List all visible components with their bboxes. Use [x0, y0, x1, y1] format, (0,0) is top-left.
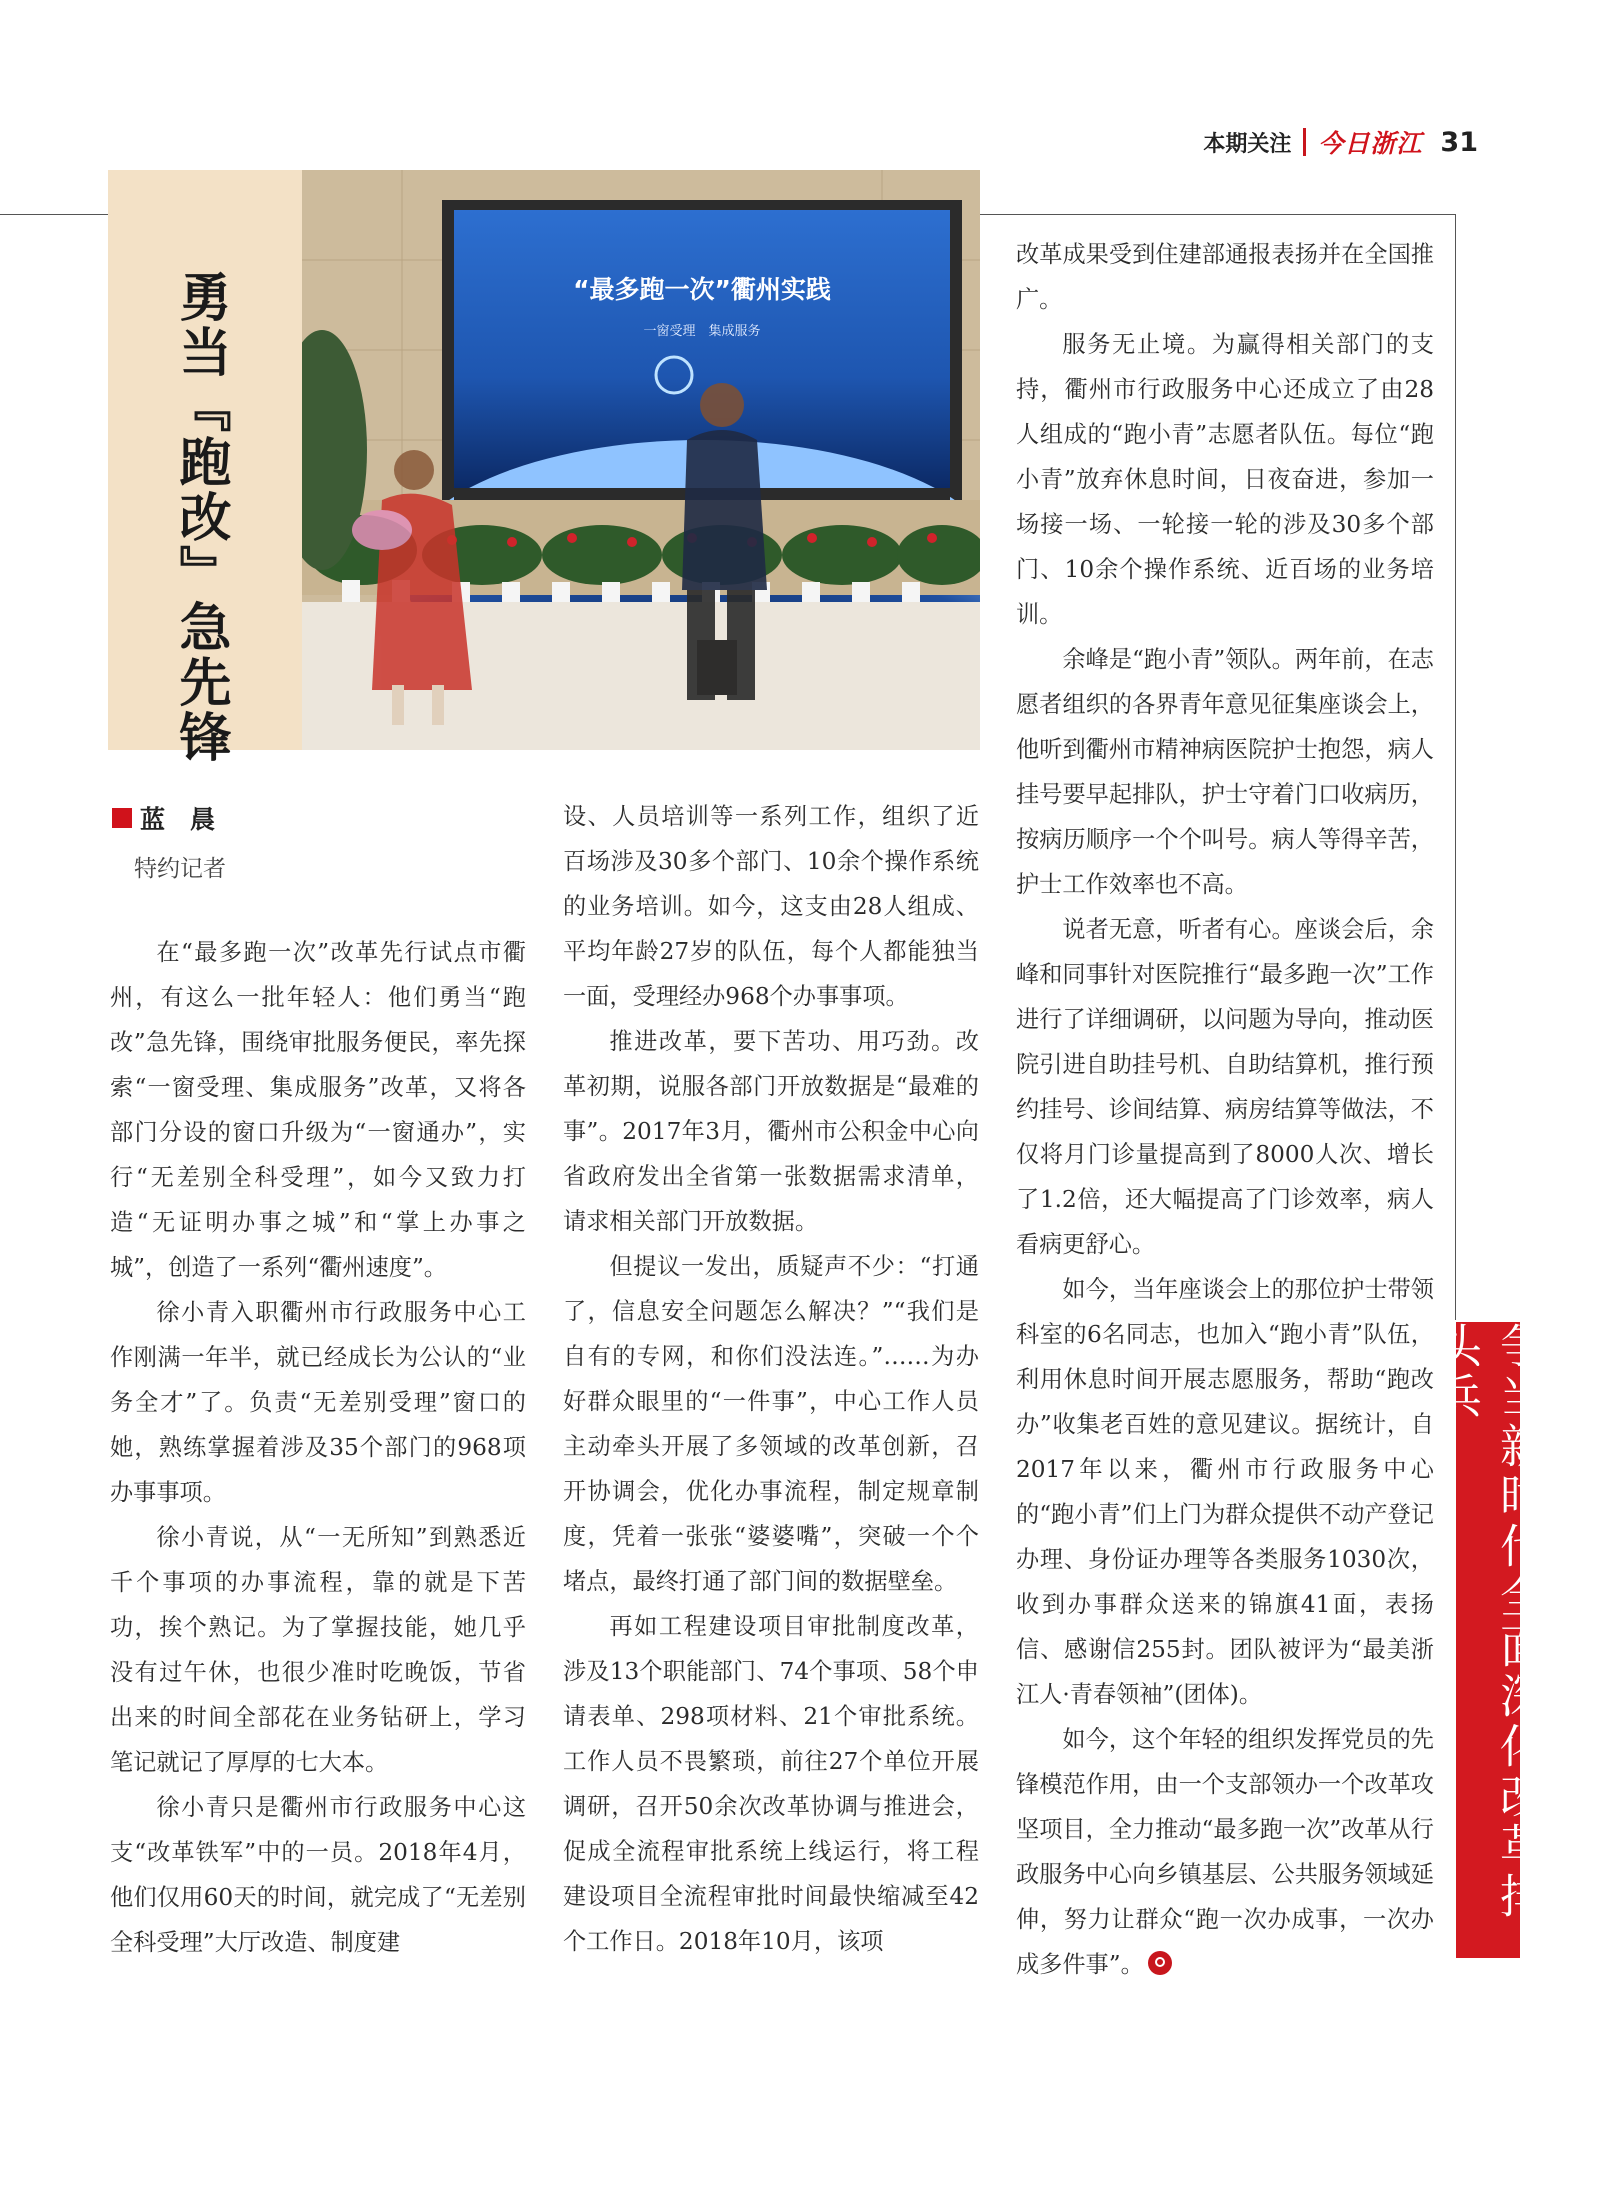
paragraph: 但提议一发出，质疑声不少：“打通了，信息安全问题怎么解决？”“我们是自有的专网，和你们没法连。”……为办好群众眼里的“一件事”，中心工作人员主动牵头开展了多领域的改革创新，召开协调会，优化办事流程，制定规章制度，凭着一张张“婆婆嘴”，突破一个个堵点，最终打通了部门间的数据壁垒。	[563, 1253, 979, 1595]
author-name	[112, 800, 226, 836]
page-header	[1203, 122, 1478, 162]
end-mark-icon	[1148, 1951, 1172, 1975]
frame-rule-right	[1455, 214, 1456, 1320]
paragraph: 余峰是“跑小青”领队。两年前，在志愿者组织的各界青年意见征集座谈会上，他听到衢州市精神病医院护士抱怨，病人挂号要早起排队，护士守着门口收病历，按病历顺序一个个叫号。病人等得辛苦，护士工作效率也不高。	[1016, 646, 1434, 898]
paragraph: 徐小青说，从“一无所知”到熟悉近千个事项的办事流程，靠的就是下苦功，挨个熟记。为了掌握技能，她几乎没有过午休，也很少准时吃晚饭，节省出来的时间全部花在业务钻研上，学习笔记就记了厚厚的七大本。	[110, 1524, 526, 1776]
screen-subtitle: 一窗受理 集成服务	[643, 324, 761, 339]
paragraph: 在“最多跑一次”改革先行试点市衢州，有这么一批年轻人：他们勇当“跑改”急先锋，围绕审批服务便民，率先探索“一窗受理、集成服务”改革，又将各部门分设的窗口升级为“一窗通办”，实行“无差别全科受理”，如今又致力打造“无证明办事之城”和“掌上办事之城”，创造了一系列“衢州速度”。	[110, 939, 526, 1281]
paragraph: 徐小青只是衢州市行政服务中心这支“改革铁军”中的一员。2018年4月，他们仅用60天的时间，就完成了“无差别全科受理”大厅改造、制度建	[110, 1794, 526, 1956]
paragraph: 服务无止境。为赢得相关部门的支持，衢州市行政服务中心还成立了由28人组成的“跑小青”志愿者队伍。每位“跑小青”放弃休息时间，日夜奋进，参加一场接一场、一轮接一轮的涉及30多个部门、10余个操作系统、近百场的业务培训。	[1016, 331, 1434, 628]
author-name-text: 蓝 晨	[140, 805, 216, 834]
header-divider	[1303, 128, 1306, 156]
article-title: 勇当『跑改』急先锋	[170, 270, 231, 765]
page-number: 31	[1440, 126, 1478, 158]
article-column-1	[110, 930, 526, 1965]
paragraph: 如今，这个年轻的组织发挥党员的先锋模范作用，由一个支部领办一个改革攻坚项目，全力推动“最多跑一次”改革从行政服务中心向乡镇基层、公共服务领域延伸，努力让群众“跑一次办成事，一次办成多件事”。	[1016, 1726, 1434, 1978]
byline-marker	[112, 808, 132, 828]
screen-title: “最多跑一次”衢州实践	[573, 275, 831, 304]
magazine-logo: 今日浙江	[1318, 129, 1423, 158]
photo-illustration	[302, 170, 980, 750]
paragraph: 推进改革，要下苦功、用巧劲。改革初期，说服各部门开放数据是“最难的事”。2017年3月，衢州市公积金中心向省政府发出全省第一张数据需求清单，请求相关部门开放数据。	[563, 1028, 979, 1235]
paragraph: 改革成果受到住建部通报表扬并在全国推广。	[1016, 241, 1434, 313]
article-column-3	[1016, 232, 1434, 1987]
author-role: 特约记者	[134, 856, 226, 882]
article-photo	[302, 170, 980, 750]
paragraph: 说者无意，听者有心。座谈会后，余峰和同事针对医院推行“最多跑一次”工作进行了详细调研，以问题为导向，推动医院引进自助挂号机、自助结算机，推行预约挂号、诊间结算、病房结算等做法，不仅将月门诊量提高到了8000人次、增长了1.2倍，还大幅提高了门诊效率，病人看病更舒心。	[1016, 916, 1434, 1258]
section-label: 本期关注	[1203, 131, 1292, 157]
paragraph: 如今，当年座谈会上的那位护士带领科室的6名同志，也加入“跑小青”队伍，利用休息时间开展志愿服务，帮助“跑改办”收集老百姓的意见建议。据统计，自2017年以来，衢州市行政服务中心的“跑小青”们上门为群众提供不动产登记办理、身份证办理等各类服务1030次，收到办事群众送来的锦旗41面，表扬信、感谢信255封。团队被评为“最美浙江人·青春领袖”(团体)。	[1016, 1276, 1434, 1708]
byline	[112, 800, 226, 883]
paragraph: 再如工程建设项目审批制度改革，涉及13个职能部门、74个事项、58个申请表单、298项材料、21个审批系统。工作人员不畏繁琐，前往27个单位开展调研，召开50余次改革协调与推进会，促成全流程审批系统上线运行，将工程建设项目全流程审批时间最快缩减至42个工作日。2018年10月，该项	[563, 1613, 979, 1955]
side-banner	[1429, 1322, 1547, 1958]
article-column-2	[563, 794, 979, 1964]
paragraph: 设、人员培训等一系列工作，组织了近百场涉及30多个部门、10余个操作系统的业务培训。如今，这支由28人组成、平均年龄27岁的队伍，每个人都能独当一面，受理经办968个办事事项。	[563, 803, 979, 1010]
side-banner-text: 争当新时代全面深化改革排头兵	[1429, 1322, 1547, 1922]
paragraph: 徐小青入职衢州市行政服务中心工作刚满一年半，就已经成长为公认的“业务全才”了。负责“无差别受理”窗口的她，熟练掌握着涉及35个部门的968项办事事项。	[110, 1299, 526, 1506]
